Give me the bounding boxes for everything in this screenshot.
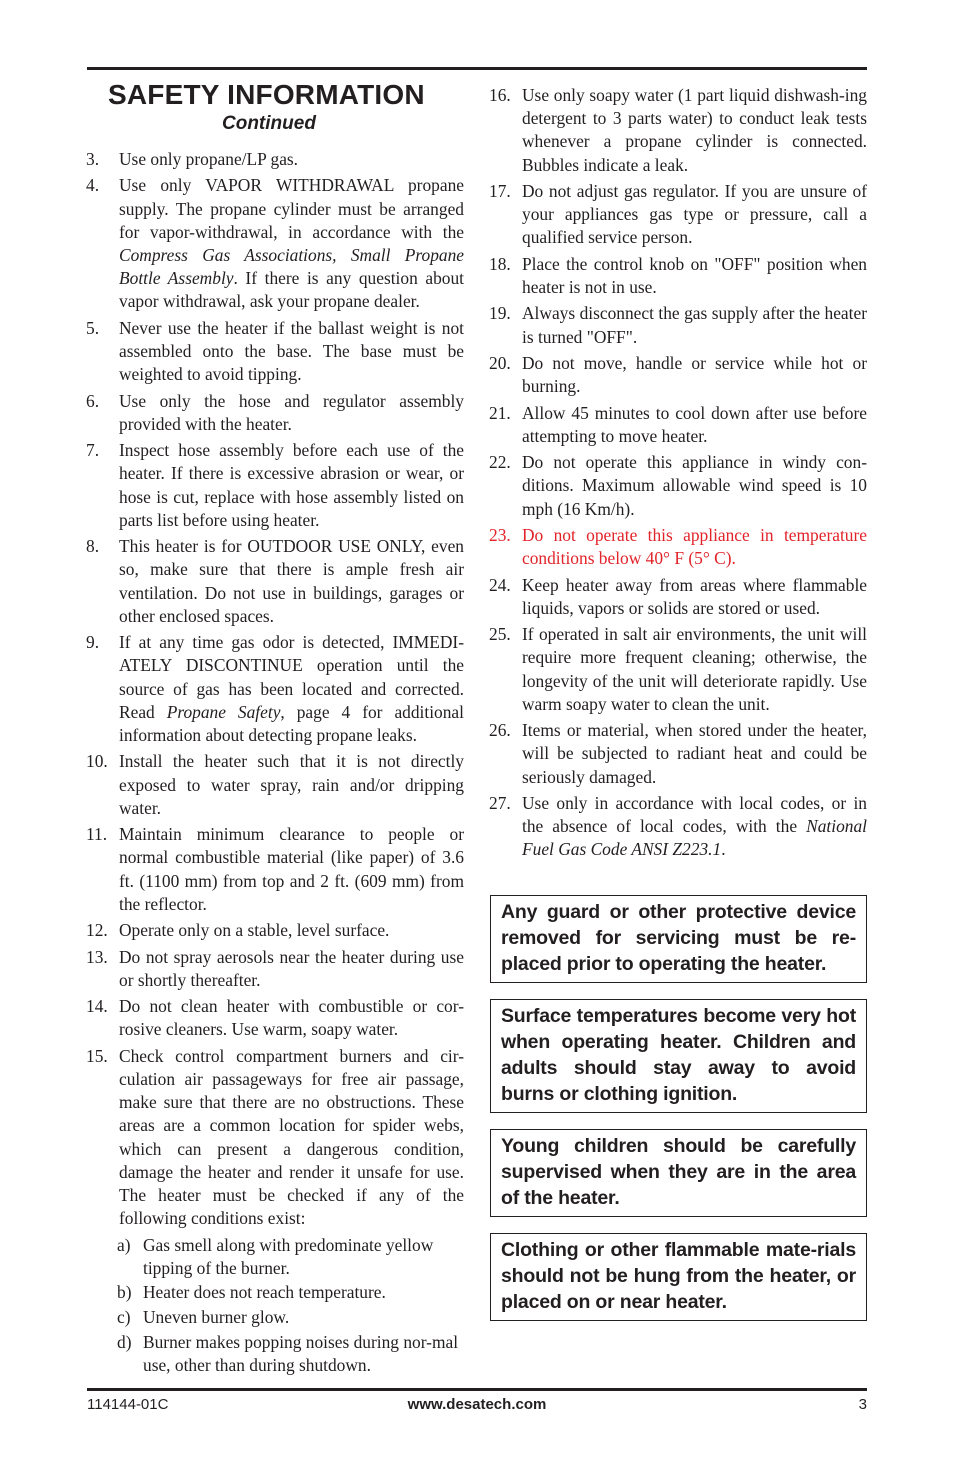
item-number: 4. [86,175,100,196]
item-text: Items or material, when stored under the heater, will be subjected to radiant heat and could be seriously damaged. [522,720,867,787]
item-text: If operated in salt air environments, the unit will require more frequent cleaning; otherwise, the longevity of the unit will deteriorate rapidly. Use warm soapy water to clean the unit. [522,624,867,714]
website-link[interactable]: www.desatech.com [407,1396,547,1413]
warning-box-flammable-materials: Clothing or other flammable mate-rials should not be hung from the heater, or placed on or near heater. [490,1233,867,1321]
list-item [86,946,464,992]
item-number: 3. [86,149,100,169]
list-item [489,719,867,789]
right-column [489,84,867,865]
item-number: 11. [86,824,108,845]
item-text: Allow 45 minutes to cool down after use before attempting to move heater. [522,402,867,446]
sub-item-text: Uneven burner glow. [143,1307,290,1328]
item-text: Always disconnect the gas supply after the heater is turned "OFF". [522,303,867,347]
bottom-rule [87,1388,867,1391]
list-item [86,148,464,171]
list-item [86,174,464,313]
warning-box-children: Young children should be carefully supervised when they are in the area of the heater. [490,1129,867,1217]
list-item [489,352,867,398]
doc-number: 114144-01C [87,1396,169,1413]
item-text: Never use the heater if the ballast weight is not assembled onto the base. The base must be weighted to avoid tipping. [119,317,464,385]
page-subtitle: Continued [222,113,316,134]
page-number: 3 [858,1396,867,1413]
item-text: Use only soapy water (1 part liquid dishwash-ing detergent to 3 parts water) to conduct leak tests whenever a propane cylinder is connected. Bubbles indicate a leak. [522,85,867,175]
item-number: 5. [86,317,100,338]
item-number: 16. [489,85,511,105]
item-text: Operate only on a stable, level surface. [119,920,390,941]
sub-item-text: Burner makes popping noises during nor-mal use, other than during shutdown. [143,1331,459,1376]
list-item [86,823,464,916]
sub-item-text: Heater does not reach temperature. [143,1282,386,1303]
item-text: Inspect hose assembly before each use of the heater. If there is excessive abrasion or wear, or hose is cut, replace with hose assembly listed on parts list before using heater. [119,440,464,530]
item-text: Use only in accordance with local codes, or in the absence of local codes, with the National Fuel Gas Code ANSI Z223.1. [522,792,867,860]
item-number: 13. [86,946,108,967]
item-number: 23. [489,524,511,545]
list-item [489,84,867,177]
item-number: 27. [489,792,511,813]
item-number: 10. [86,751,108,772]
list-item [489,623,867,716]
list-item [86,631,464,747]
item-text: Install the heater such that it is not directly exposed to water spray, rain and/or dripping water. [119,751,464,818]
list-item-highlighted [489,524,867,570]
item-number: 21. [489,402,511,423]
sub-list-item [117,1281,464,1304]
list-item [86,439,464,532]
sub-item-letter: c) [117,1307,131,1328]
list-item [489,451,867,521]
item-number: 6. [86,390,100,411]
list-item [86,317,464,387]
list-item [86,919,464,942]
sub-list-item [117,1306,464,1329]
item-text: Do not operate this appliance in windy con-ditions. Maximum allowable wind speed is 10 mph (16 Km/h). [522,452,867,519]
item-number: 7. [86,440,100,461]
page-title: SAFETY INFORMATION [108,79,425,110]
list-item [86,995,464,1041]
list-item [86,1045,464,1231]
list-item [86,535,464,628]
item-text: Do not move, handle or service while hot or burning. [522,352,867,397]
item-text: Do not clean heater with combustible or cor-rosive cleaners. Use warm, soapy water. [119,996,464,1040]
item-text: Do not adjust gas regulator. If you are unsure of your appliances gas type or pressure, call a qualified service person. [522,181,867,248]
sub-item-letter: a) [117,1234,131,1255]
item-number: 19. [489,303,511,324]
sub-list-item [117,1331,464,1377]
list-item [86,750,464,820]
item-number: 12. [86,920,108,941]
list-item [489,402,867,448]
item-text: Place the control knob on "OFF" position when heater is not in use. [522,253,867,297]
item-number: 14. [86,996,108,1017]
item-text: Do not spray aerosols near the heater during use or shortly thereafter. [119,946,464,990]
item-text: Use only propane/LP gas. [119,149,299,169]
list-item [489,180,867,250]
item-text: Keep heater away from areas where flammable liquids, vapors or solids are stored or used. [522,574,867,618]
item-number: 26. [489,720,511,741]
item-text: Maintain minimum clearance to people or normal combustible material (like paper) of 3.6 ft. (1100 mm) from top and 2 ft. (609 mm) from the reflector. [119,824,464,914]
sub-item-letter: d) [117,1331,132,1352]
left-column [86,148,464,1379]
item-number: 9. [86,632,100,653]
item-text: If at any time gas odor is detected, IMMEDI-ATELY DISCONTINUE operation until the source of gas has been located and corrected. Read Propane Safety, page 4 for additional information about detecting propane leaks. [119,632,464,745]
sub-list-item [117,1234,464,1280]
item-number: 8. [86,536,100,557]
list-item [489,792,867,862]
warning-box-surface-temperature: Surface temperatures become very hot when operating heater. Children and adults should stay away to avoid burns or clothing ignition. [490,999,867,1113]
item-text: This heater is for OUTDOOR USE ONLY, even so, make sure that there is ample fresh air ventilation. Do not use in buildings, garages or other enclosed spaces. [119,536,464,626]
item-number: 24. [489,574,511,595]
item-number: 15. [86,1045,108,1066]
item-text: Do not operate this appliance in temperature conditions below 40° F (5° C). [522,524,867,569]
list-item [489,302,867,348]
item-text: Use only the hose and regulator assembly provided with the heater. [119,390,464,434]
item-text: Check control compartment burners and cir-culation air passageways for free air passage, make sure that there are no obstructions. These areas are a common location for spider webs, which can present a dangerous condition, damage the heater and render it unsafe for use. The heater must be checked if any of the following conditions exist: [119,1045,464,1229]
top-rule [87,67,867,70]
list-item [86,390,464,436]
sub-item-text: Gas smell along with predominate yellow tipping of the burner. [143,1234,434,1278]
item-number: 20. [489,352,511,373]
list-item [489,574,867,620]
sub-item-letter: b) [117,1282,132,1303]
item-number: 17. [489,181,511,201]
item-number: 25. [489,624,511,645]
item-number: 22. [489,452,511,473]
warning-box-guard: Any guard or other protective device removed for servicing must be re-placed prior to operating the heater. [490,895,867,983]
list-item [489,253,867,299]
item-text: Use only VAPOR WITHDRAWAL propane supply. The propane cylinder must be arranged for vapor-withdrawal, in accordance with the Compress Gas Associations, Small Propane Bottle Assembly. If there is any question about vapor withdrawal, ask your propane dealer. [119,175,464,312]
item-number: 18. [489,253,511,274]
